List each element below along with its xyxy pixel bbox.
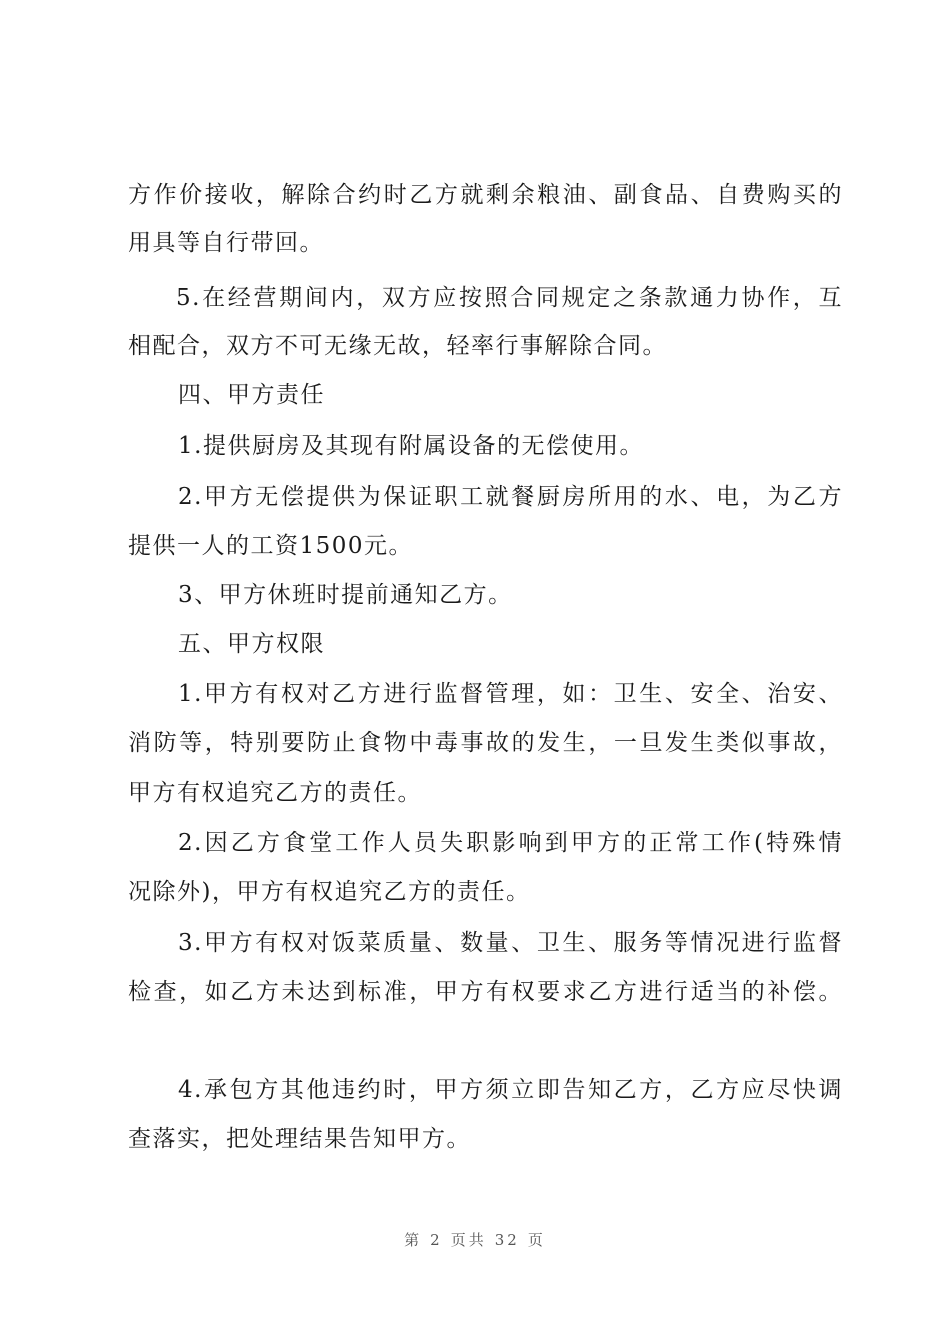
line-text: 检查，如乙方未达到标准，甲方有权要求乙方进行适当的补偿。	[128, 979, 843, 1005]
line-text: 况除外)，甲方有权追究乙方的责任。	[128, 879, 531, 905]
line-text: 查落实，把处理结果告知甲方。	[128, 1126, 471, 1152]
line-text: 五、甲方权限	[178, 631, 325, 657]
footer-page-number: 2	[430, 1231, 443, 1249]
line-text: 1.提供厨房及其现有附属设备的无偿使用。	[178, 433, 644, 459]
line-text: 1.甲方有权对乙方进行监督管理，如：卫生、安全、治安、	[178, 681, 843, 707]
line-text: 相配合，双方不可无缘无故，轻率行事解除合同。	[128, 333, 667, 359]
line-text: 3.甲方有权对饭菜质量、数量、卫生、服务等情况进行监督	[178, 930, 843, 956]
line-text: 5.在经营期间内，双方应按照合同规定之条款通力协作，互	[176, 285, 843, 311]
line-text: 3、甲方休班时提前通知乙方。	[178, 582, 513, 608]
line-text: 消防等，特别要防止食物中毒事故的发生，一旦发生类似事故，	[128, 730, 843, 756]
footer-total-pages: 32	[494, 1231, 520, 1249]
line-text: 方作价接收，解除合约时乙方就剩余粮油、副食品、自费购买的	[128, 182, 843, 208]
line-text: 2.甲方无偿提供为保证职工就餐厨房所用的水、电，为乙方	[178, 484, 843, 510]
footer-middle: 页共	[450, 1231, 487, 1249]
line-text: 4.承包方其他违约时，甲方须立即告知乙方，乙方应尽快调	[178, 1077, 843, 1103]
line-text: 用具等自行带回。	[128, 230, 324, 256]
line-text: 提供一人的工资1500元。	[128, 533, 414, 559]
footer-suffix: 页	[527, 1231, 546, 1249]
footer-prefix: 第	[404, 1231, 423, 1249]
line-text: 2.因乙方食堂工作人员失职影响到甲方的正常工作(特殊情	[178, 830, 843, 856]
page-footer	[0, 1229, 950, 1250]
line-text: 四、甲方责任	[178, 382, 325, 408]
line-text: 甲方有权追究乙方的责任。	[128, 780, 422, 806]
